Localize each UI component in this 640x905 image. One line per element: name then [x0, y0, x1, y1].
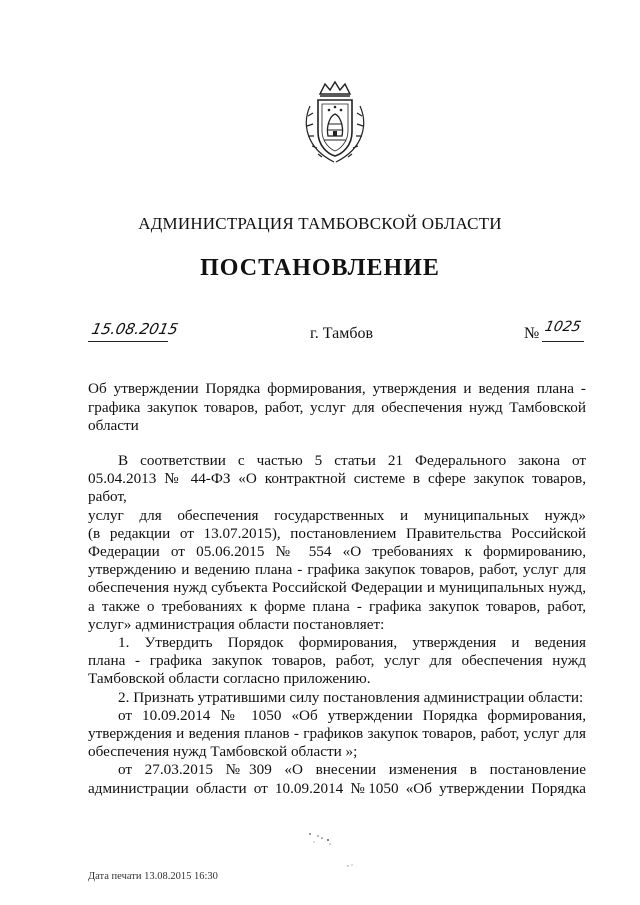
- body-line: от 27.03.2015 №309 «О внесении изменения в постановление: [118, 761, 586, 779]
- body-line: Федерации от 05.06.2015 № 554 «О требованиях к формированию,: [88, 543, 586, 561]
- organization-name: АДМИНИСТРАЦИЯ ТАМБОВСКОЙ ОБЛАСТИ: [138, 214, 502, 233]
- body-line: 1. Утвердить Порядок формирования, утверждения и ведения: [118, 634, 586, 652]
- body-line: от 10.09.2014 № 1050 «Об утверждении Порядка формирования,: [118, 706, 586, 724]
- handwritten-date: 15.08.2015: [90, 320, 180, 338]
- document-type-title: ПОСТАНОВЛЕНИЕ: [200, 255, 440, 281]
- body-line: В соответствии с частью 5 статьи 21 Федерального закона от: [118, 452, 586, 469]
- body-line: Тамбовской области согласно приложению.: [88, 670, 371, 688]
- document-body: [88, 452, 586, 798]
- body-line: утверждению и ведению плана - графика закупок товаров, работ, услуг для: [88, 561, 586, 579]
- handwritten-number: 1025: [543, 319, 583, 335]
- body-line: плана - графика закупок товаров, работ, услуг для обеспечения нужд: [88, 652, 586, 670]
- document-subject: Об утверждении Порядка формирования, утверждения и ведения плана - графика закупок товаров, работ, услуг для обеспечения нужд Тамбовской области: [88, 380, 586, 434]
- body-line: утверждения и ведения планов - графиков закупок товаров, работ, услуг для: [88, 725, 586, 743]
- body-line: обеспечения нужд Тамбовской области »;: [88, 743, 358, 761]
- coat-of-arms-emblem: [300, 80, 370, 166]
- print-date-footer: Дата печати 13.08.2015 16:30: [88, 871, 218, 882]
- body-line: (в редакции от 13.07.2015), постановлением Правительства Российской: [88, 524, 586, 542]
- number-underline: [542, 341, 584, 342]
- body-line: услуг для обеспечения государственных и муниципальных нужд»: [88, 506, 586, 524]
- body-line: 2. Признать утратившими силу постановления администрации области:: [118, 688, 584, 706]
- city-name: г. Тамбов: [310, 325, 374, 342]
- body-line: а также о требованиях к форме плана - графика закупок товаров, работ,: [88, 597, 586, 615]
- body-line: обеспечения нужд субъекта Российской Федерации и муниципальных нужд,: [88, 579, 586, 597]
- number-label: №: [524, 325, 540, 342]
- scan-artifacts: [300, 828, 360, 868]
- date-underline: [88, 341, 168, 342]
- body-line: 05.04.2013 № 44-ФЗ «О контрактной системе в сфере закупок товаров, работ,: [88, 470, 586, 506]
- body-line: администрации области от 10.09.2014 №1050 «Об утверждении Порядка: [88, 779, 586, 797]
- body-line: услуг» администрация области постановляет:: [88, 615, 385, 633]
